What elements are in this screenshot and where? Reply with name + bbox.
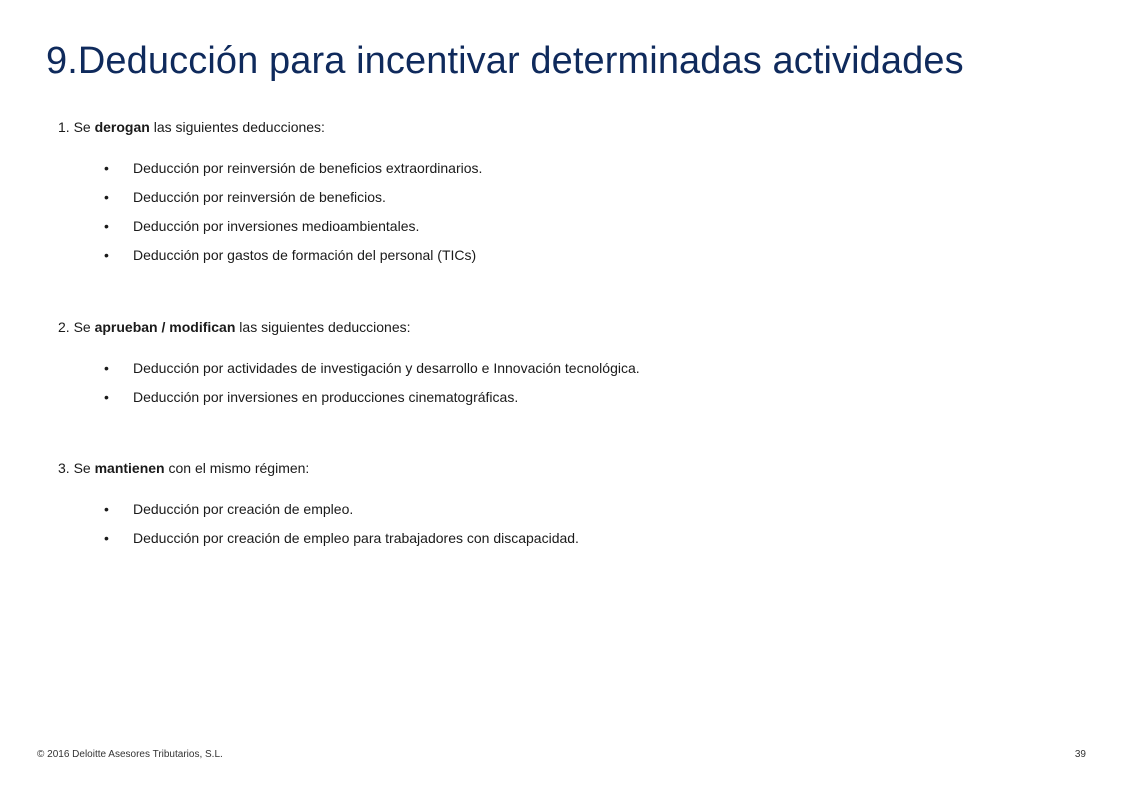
- section-heading-suffix: las siguientes deducciones:: [235, 319, 411, 335]
- bullet-icon: •: [104, 360, 109, 376]
- list-item: [58, 530, 579, 547]
- list-item-text: Deducción por creación de empleo para trabajadores con discapacidad.: [133, 530, 579, 546]
- bullet-icon: •: [104, 530, 109, 546]
- list-item: [58, 247, 476, 264]
- bullet-icon: •: [104, 189, 109, 205]
- list-item: [58, 189, 386, 206]
- bullet-icon: •: [104, 389, 109, 405]
- section-heading-prefix: 2. Se: [58, 319, 95, 335]
- list-item-text: Deducción por reinversión de beneficios extraordinarios.: [133, 160, 483, 176]
- section-heading-prefix: 3. Se: [58, 460, 95, 476]
- list-item-text: Deducción por inversiones en producciones cinematográficas.: [133, 389, 519, 405]
- section-heading: [58, 319, 411, 336]
- section-heading-prefix: 1. Se: [58, 119, 95, 135]
- page-number: 39: [1074, 749, 1086, 760]
- section-heading: [58, 460, 309, 477]
- list-item-text: Deducción por gastos de formación del personal (TICs): [133, 247, 477, 263]
- section-heading-keyword: mantienen: [94, 460, 165, 476]
- list-item-text: Deducción por inversiones medioambientales.: [133, 218, 420, 234]
- bullet-icon: •: [104, 160, 109, 176]
- bullet-icon: •: [104, 501, 109, 517]
- list-item: [58, 389, 518, 406]
- section-mantienen: [58, 460, 579, 546]
- section-heading-suffix: con el mismo régimen:: [164, 460, 310, 476]
- list-item: [58, 218, 419, 235]
- list-item-text: Deducción por creación de empleo.: [133, 501, 354, 517]
- list-item: [58, 160, 482, 177]
- section-heading-suffix: las siguientes deducciones:: [149, 119, 325, 135]
- list-item-text: Deducción por reinversión de beneficios.: [133, 189, 386, 205]
- section-heading-keyword: aprueban / modifican: [94, 319, 236, 335]
- section-heading-keyword: derogan: [94, 119, 150, 135]
- list-item: [58, 360, 640, 377]
- bullet-icon: •: [104, 218, 109, 234]
- list-item: [58, 501, 353, 518]
- footer-copyright: © 2016 Deloitte Asesores Tributarios, S.L.: [37, 749, 223, 760]
- section-heading: [58, 119, 325, 136]
- section-aprueban-modifican: [58, 319, 640, 405]
- section-derogan: [58, 119, 483, 263]
- list-item-text: Deducción por actividades de investigación y desarrollo e Innovación tecnológica.: [133, 360, 640, 376]
- slide-title: 9.Deducción para incentivar determinadas actividades: [46, 40, 964, 82]
- bullet-icon: •: [104, 247, 109, 263]
